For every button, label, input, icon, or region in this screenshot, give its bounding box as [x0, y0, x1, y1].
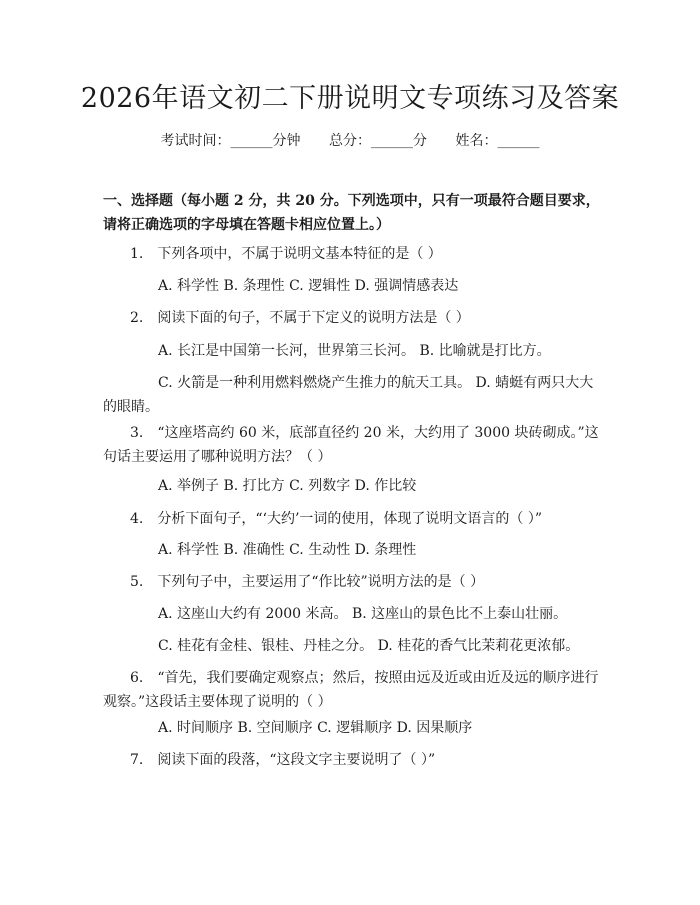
question-2-options-cd: C. 火箭是一种利用燃料燃烧产生推力的航天工具。 D. 蜻蜓有两只大大的眼睛。	[103, 375, 594, 415]
exam-meta	[0, 131, 700, 151]
question-5: 5. 下列句子中，主要运用了“作比较”说明方法的是（ ）	[130, 574, 485, 590]
question-6: 6. “首先，我们要确定观察点；然后，按照由远及近或由近及远的顺序进行观察。”这段话主要体现了说明的（ ）	[103, 670, 599, 710]
question-5-options-ab: A. 这座山大约有 2000 米高。 B. 这座山的景色比不上泰山壮丽。	[158, 606, 568, 622]
question-7: 7. 阅读下面的段落，“这段文字主要说明了（ ）”	[130, 752, 436, 768]
exam-score: 总分：______分	[329, 133, 427, 149]
question-1-options: A. 科学性 B. 条理性 C. 逻辑性 D. 强调情感表达	[158, 278, 459, 294]
question-1: 1. 下列各项中，不属于说明文基本特征的是（ ）	[130, 246, 442, 262]
question-2: 2. 阅读下面的句子，不属于下定义的说明方法是（ ）	[130, 310, 470, 326]
question-5-options-cd: C. 桂花有金桂、银桂、丹桂之分。 D. 桂花的香气比茉莉花更浓郁。	[158, 638, 580, 654]
section-heading: 一、选择题（每小题 2 分，共 20 分。下列选项中，只有一项最符合题目要求，请将正确选项的字母填在答题卡相应位置上。）	[103, 193, 600, 233]
document-title: 2026年语文初二下册说明文专项练习及答案	[80, 83, 620, 114]
exam-time: 考试时间：______分钟	[160, 133, 301, 149]
student-name: 姓名：______	[455, 133, 540, 149]
question-3-options: A. 举例子 B. 打比方 C. 列数字 D. 作比较	[158, 478, 417, 494]
question-4-options: A. 科学性 B. 准确性 C. 生动性 D. 条理性	[158, 542, 417, 558]
question-3: 3. “这座塔高约 60 米，底部直径约 20 米，大约用了 3000 块砖砌成。”这句话主要运用了哪种说明方法？（ ）	[103, 425, 599, 465]
question-4: 4. 分析下面句子，“‘大约’一词的使用，体现了说明文语言的（ ）”	[130, 511, 543, 527]
question-2-options-ab: A. 长江是中国第一长河，世界第三长河。 B. 比喻就是打比方。	[158, 343, 551, 359]
question-6-options: A. 时间顺序 B. 空间顺序 C. 逻辑顺序 D. 因果顺序	[158, 720, 473, 736]
